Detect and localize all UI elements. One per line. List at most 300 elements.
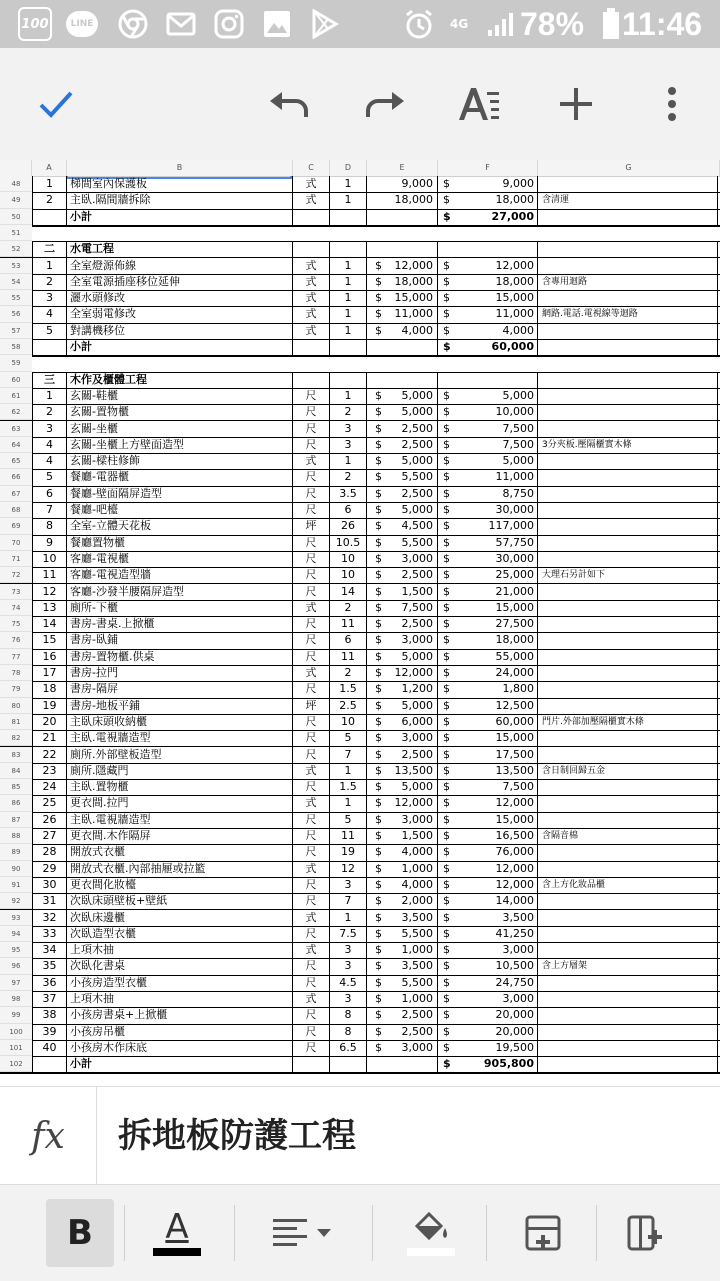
cell-note[interactable]: 含專用迴路: [538, 274, 718, 290]
cell-unit-price-currency[interactable]: $: [375, 437, 382, 451]
cell-amount-currency[interactable]: $: [443, 258, 450, 272]
cell-unit-price[interactable]: 2,500: [367, 616, 438, 632]
cell-description[interactable]: 玄關-坐櫃: [67, 421, 293, 437]
cell-unit-price[interactable]: 5,500: [367, 975, 438, 991]
row-number[interactable]: 97: [0, 975, 32, 991]
cell-amount-currency[interactable]: $: [443, 486, 450, 500]
cell-unit[interactable]: 尺: [293, 877, 330, 893]
table-row[interactable]: [0, 1024, 720, 1041]
cell-item-number[interactable]: 17: [32, 665, 67, 681]
table-row[interactable]: [0, 535, 720, 552]
cell-grid[interactable]: [0, 176, 720, 1086]
row-number[interactable]: 80: [0, 698, 32, 714]
cell-unit-price[interactable]: 2,500: [367, 567, 438, 583]
cell-item-number[interactable]: 3: [32, 421, 67, 437]
cell-note[interactable]: [538, 486, 718, 502]
cell-amount[interactable]: 76,000: [438, 844, 538, 860]
row-number[interactable]: 82: [0, 730, 32, 746]
cell-unit-price[interactable]: [367, 241, 438, 257]
cell-amount-currency[interactable]: $: [443, 568, 450, 582]
cell-note[interactable]: [538, 779, 718, 795]
cell-amount[interactable]: 30,000: [438, 502, 538, 518]
cell-item-number[interactable]: 4: [32, 453, 67, 469]
cell-unit-price-currency[interactable]: $: [375, 975, 382, 989]
cell-item-number[interactable]: 三: [32, 372, 67, 388]
table-row[interactable]: [0, 1056, 720, 1074]
cell-unit-price[interactable]: 4,000: [367, 877, 438, 893]
row-number[interactable]: 65: [0, 453, 32, 469]
cell-unit-price[interactable]: 5,500: [367, 926, 438, 942]
more-vert-icon[interactable]: [644, 76, 700, 132]
done-check-icon[interactable]: [28, 76, 84, 132]
cell-amount[interactable]: 11,000: [438, 469, 538, 485]
cell-quantity[interactable]: 7: [330, 893, 367, 909]
cell-amount[interactable]: [438, 241, 538, 257]
cell-unit-price[interactable]: 2,500: [367, 1024, 438, 1040]
cell-note[interactable]: [538, 665, 718, 681]
cell-unit-price-currency[interactable]: $: [375, 470, 382, 484]
cell-item-number[interactable]: 35: [32, 958, 67, 974]
table-row[interactable]: [0, 861, 720, 878]
cell-item-number[interactable]: 18: [32, 681, 67, 697]
cell-unit[interactable]: [293, 225, 330, 241]
cell-unit[interactable]: 式: [293, 991, 330, 1007]
cell-amount-currency[interactable]: $: [443, 698, 450, 712]
row-number[interactable]: 49: [0, 192, 32, 208]
cell-description[interactable]: 開放式衣櫃: [67, 844, 293, 860]
cell-unit-price-currency[interactable]: $: [375, 633, 382, 647]
table-row[interactable]: [0, 779, 720, 796]
cell-item-number[interactable]: 6: [32, 486, 67, 502]
cell-unit[interactable]: 尺: [293, 469, 330, 485]
cell-item-number[interactable]: 11: [32, 567, 67, 583]
table-row[interactable]: [0, 404, 720, 421]
cell-amount-currency[interactable]: $: [443, 682, 450, 696]
cell-unit[interactable]: 尺: [293, 747, 330, 763]
row-number[interactable]: 75: [0, 616, 32, 632]
cell-unit[interactable]: 坪: [293, 698, 330, 714]
cell-unit-price[interactable]: 5,000: [367, 779, 438, 795]
cell-description[interactable]: 上項木抽: [67, 991, 293, 1007]
cell-amount[interactable]: 15,000: [438, 812, 538, 828]
table-row[interactable]: [0, 192, 720, 209]
cell-note[interactable]: 含上方化妝品櫃: [538, 877, 718, 893]
cell-amount[interactable]: 24,750: [438, 975, 538, 991]
cell-amount[interactable]: 3,500: [438, 910, 538, 926]
table-row[interactable]: [0, 795, 720, 812]
cell-unit[interactable]: 尺: [293, 812, 330, 828]
cell-unit-price-currency[interactable]: $: [375, 1040, 382, 1054]
cell-unit[interactable]: 式: [293, 306, 330, 322]
cell-amount-currency[interactable]: $: [443, 291, 450, 305]
cell-unit-price[interactable]: [367, 225, 438, 241]
cell-unit[interactable]: 式: [293, 323, 330, 339]
row-number[interactable]: 83: [0, 747, 32, 763]
cell-unit-price[interactable]: [367, 209, 438, 225]
cell-unit-price[interactable]: 12,000: [367, 665, 438, 681]
row-number[interactable]: 93: [0, 910, 32, 926]
cell-description[interactable]: 客廳-電視造型牆: [67, 567, 293, 583]
table-row[interactable]: [0, 567, 720, 584]
row-number[interactable]: 84: [0, 763, 32, 779]
cell-amount[interactable]: [438, 372, 538, 388]
cell-quantity[interactable]: 2: [330, 600, 367, 616]
row-number[interactable]: 64: [0, 437, 32, 453]
column-header-b[interactable]: B: [67, 160, 293, 176]
cell-item-number[interactable]: 37: [32, 991, 67, 1007]
cell-description[interactable]: 水電工程: [67, 241, 293, 257]
corner-cell[interactable]: [0, 160, 32, 176]
table-row[interactable]: [0, 926, 720, 943]
cell-quantity[interactable]: 3.5: [330, 486, 367, 502]
cell-description[interactable]: 廁所.隱藏門: [67, 763, 293, 779]
cell-unit-price-currency[interactable]: $: [375, 519, 382, 533]
table-row[interactable]: [0, 518, 720, 535]
cell-unit-price[interactable]: 1,000: [367, 942, 438, 958]
cell-description[interactable]: 書房-地板平鋪: [67, 698, 293, 714]
table-row[interactable]: [0, 942, 720, 959]
cell-unit[interactable]: 尺: [293, 958, 330, 974]
cell-amount[interactable]: 3,000: [438, 942, 538, 958]
cell-item-number[interactable]: 1: [32, 176, 67, 192]
cell-amount[interactable]: 14,000: [438, 893, 538, 909]
cell-quantity[interactable]: [330, 1056, 367, 1072]
cell-item-number[interactable]: 8: [32, 518, 67, 534]
cell-item-number[interactable]: 12: [32, 584, 67, 600]
formula-bar[interactable]: [0, 1086, 720, 1185]
cell-unit-price-currency[interactable]: $: [375, 649, 382, 663]
table-row[interactable]: [0, 306, 720, 323]
cell-quantity[interactable]: 3: [330, 958, 367, 974]
column-header-g[interactable]: G: [538, 160, 720, 176]
cell-unit-price-currency[interactable]: $: [375, 926, 382, 940]
cell-item-number[interactable]: 10: [32, 551, 67, 567]
cell-description[interactable]: 全室弱電修改: [67, 306, 293, 322]
row-number[interactable]: 62: [0, 404, 32, 420]
cell-note[interactable]: 網路.電話.電視線等迴路: [538, 306, 718, 322]
row-number[interactable]: 71: [0, 551, 32, 567]
cell-description[interactable]: 玄關-鞋櫃: [67, 388, 293, 404]
cell-unit-price[interactable]: 4,000: [367, 323, 438, 339]
cell-amount[interactable]: 12,000: [438, 861, 538, 877]
cell-item-number[interactable]: 31: [32, 893, 67, 909]
cell-unit-price[interactable]: 1,500: [367, 828, 438, 844]
cell-amount-currency[interactable]: $: [443, 454, 450, 468]
table-row[interactable]: [0, 730, 720, 747]
cell-item-number[interactable]: 19: [32, 698, 67, 714]
cell-amount-currency[interactable]: $: [443, 503, 450, 516]
row-number[interactable]: 77: [0, 649, 32, 665]
cell-unit-price-currency[interactable]: $: [375, 405, 382, 419]
cell-unit-price[interactable]: 12,000: [367, 258, 438, 274]
cell-note[interactable]: 3分夾板.壓隔櫃實木條: [538, 437, 718, 453]
cell-amount[interactable]: 55,000: [438, 649, 538, 665]
cell-unit[interactable]: 尺: [293, 388, 330, 404]
table-row[interactable]: [0, 355, 720, 372]
cell-quantity[interactable]: 1: [330, 290, 367, 306]
cell-note[interactable]: [538, 926, 718, 942]
row-number[interactable]: 92: [0, 893, 32, 909]
cell-unit-price[interactable]: 5,000: [367, 502, 438, 518]
row-number[interactable]: 85: [0, 779, 32, 795]
cell-unit-price-currency[interactable]: $: [375, 877, 382, 891]
cell-description[interactable]: 上項木抽: [67, 942, 293, 958]
cell-unit[interactable]: 尺: [293, 975, 330, 991]
cell-amount[interactable]: 21,000: [438, 584, 538, 600]
cell-description[interactable]: 次臥造型衣櫃: [67, 926, 293, 942]
cell-unit[interactable]: 尺: [293, 567, 330, 583]
cell-quantity[interactable]: [330, 372, 367, 388]
cell-amount[interactable]: 15,000: [438, 600, 538, 616]
cell-amount-currency[interactable]: $: [443, 926, 450, 940]
cell-description[interactable]: 對講機移位: [67, 323, 293, 339]
cell-amount-currency[interactable]: $: [443, 1024, 450, 1038]
cell-unit-price[interactable]: 1,000: [367, 991, 438, 1007]
column-header-a[interactable]: A: [32, 160, 67, 176]
row-number[interactable]: 59: [0, 355, 32, 371]
cell-item-number[interactable]: [32, 1056, 67, 1072]
cell-unit[interactable]: [293, 209, 330, 225]
row-number[interactable]: 87: [0, 812, 32, 828]
cell-quantity[interactable]: 8: [330, 1007, 367, 1023]
formula-input[interactable]: 拆地板防護工程: [118, 1116, 356, 1156]
cell-quantity[interactable]: 6.5: [330, 1040, 367, 1056]
table-row[interactable]: [0, 453, 720, 470]
row-number[interactable]: 66: [0, 469, 32, 485]
cell-note[interactable]: [538, 942, 718, 958]
cell-amount[interactable]: 9,000: [438, 176, 538, 192]
cell-amount[interactable]: 5,000: [438, 388, 538, 404]
cell-unit[interactable]: 式: [293, 192, 330, 208]
cell-description[interactable]: 主臥.電視牆造型: [67, 730, 293, 746]
cell-item-number[interactable]: 1: [32, 258, 67, 274]
table-row[interactable]: [0, 421, 720, 438]
cell-item-number[interactable]: [32, 355, 67, 371]
cell-item-number[interactable]: 14: [32, 616, 67, 632]
cell-quantity[interactable]: 8: [330, 1024, 367, 1040]
cell-description[interactable]: 小孩房造型衣櫃: [67, 975, 293, 991]
cell-amount-currency[interactable]: $: [443, 1040, 450, 1054]
table-row[interactable]: [0, 844, 720, 861]
cell-amount-currency[interactable]: $: [443, 405, 450, 419]
row-number[interactable]: 95: [0, 942, 32, 958]
cell-unit[interactable]: 式: [293, 258, 330, 274]
table-row[interactable]: [0, 469, 720, 486]
cell-item-number[interactable]: 22: [32, 747, 67, 763]
cell-description[interactable]: 更衣間化妝檯: [67, 877, 293, 893]
cell-amount[interactable]: 20,000: [438, 1007, 538, 1023]
cell-amount[interactable]: 12,000: [438, 795, 538, 811]
cell-unit[interactable]: 式: [293, 942, 330, 958]
cell-note[interactable]: [538, 861, 718, 877]
cell-amount-currency[interactable]: $: [443, 747, 450, 761]
cell-unit[interactable]: 尺: [293, 502, 330, 518]
cell-quantity[interactable]: 10.5: [330, 535, 367, 551]
table-row[interactable]: [0, 290, 720, 307]
cell-unit-price[interactable]: 1,200: [367, 681, 438, 697]
cell-note[interactable]: [538, 698, 718, 714]
cell-description[interactable]: 小計: [67, 209, 293, 225]
cell-unit[interactable]: 尺: [293, 926, 330, 942]
cell-quantity[interactable]: 19: [330, 844, 367, 860]
cell-note[interactable]: [538, 600, 718, 616]
cell-note[interactable]: [538, 812, 718, 828]
cell-description[interactable]: 客廳-沙發半腰隔屏造型: [67, 584, 293, 600]
cell-unit-price-currency[interactable]: $: [375, 1024, 382, 1038]
cell-unit-price[interactable]: 2,500: [367, 421, 438, 437]
cell-amount[interactable]: 8,750: [438, 486, 538, 502]
table-row[interactable]: [0, 665, 720, 682]
cell-amount-currency[interactable]: $: [443, 421, 450, 435]
cell-note[interactable]: 含日制回歸五金: [538, 763, 718, 779]
cell-item-number[interactable]: 25: [32, 795, 67, 811]
cell-unit-price-currency[interactable]: $: [375, 894, 382, 908]
cell-unit-price-currency[interactable]: $: [375, 535, 382, 549]
cell-quantity[interactable]: 1: [330, 323, 367, 339]
cell-unit-price[interactable]: 2,500: [367, 437, 438, 453]
row-number[interactable]: 101: [0, 1040, 32, 1056]
text-color-button[interactable]: [146, 1199, 208, 1267]
cell-unit-price-currency[interactable]: $: [375, 421, 382, 435]
cell-unit-price-currency[interactable]: $: [375, 682, 382, 696]
table-row[interactable]: [0, 877, 720, 894]
cell-unit-price-currency[interactable]: $: [375, 812, 382, 826]
fx-icon[interactable]: fx: [0, 1087, 97, 1185]
cell-unit-price-currency[interactable]: $: [375, 307, 382, 321]
cell-unit-price-currency[interactable]: $: [375, 861, 382, 875]
table-row[interactable]: [0, 486, 720, 503]
cell-unit-price[interactable]: [367, 355, 438, 371]
cell-quantity[interactable]: [330, 225, 367, 241]
cell-item-number[interactable]: 二: [32, 241, 67, 257]
cell-unit[interactable]: 式: [293, 861, 330, 877]
cell-unit-price[interactable]: 18,000: [367, 274, 438, 290]
row-number[interactable]: 81: [0, 714, 32, 730]
cell-unit-price[interactable]: 5,000: [367, 453, 438, 469]
cell-amount-currency[interactable]: $: [443, 535, 450, 549]
cell-quantity[interactable]: 14: [330, 584, 367, 600]
cell-amount-currency[interactable]: $: [443, 274, 450, 288]
cell-unit-price-currency[interactable]: $: [375, 959, 382, 973]
cell-unit-price-currency[interactable]: $: [375, 600, 382, 614]
table-row[interactable]: [0, 763, 720, 780]
cell-unit-price[interactable]: 4,000: [367, 844, 438, 860]
cell-quantity[interactable]: 7.5: [330, 926, 367, 942]
cell-unit[interactable]: 尺: [293, 1040, 330, 1056]
cell-amount-currency[interactable]: $: [443, 551, 450, 565]
table-row[interactable]: [0, 681, 720, 698]
cell-quantity[interactable]: 11: [330, 649, 367, 665]
cell-note[interactable]: 大理石另計如下: [538, 567, 718, 583]
cell-item-number[interactable]: [32, 339, 67, 355]
cell-amount-currency[interactable]: $: [443, 633, 450, 647]
cell-unit[interactable]: 式: [293, 290, 330, 306]
cell-unit-price-currency[interactable]: $: [375, 551, 382, 565]
cell-quantity[interactable]: 1: [330, 176, 367, 192]
cell-amount-currency[interactable]: $: [443, 812, 450, 826]
cell-quantity[interactable]: 1: [330, 453, 367, 469]
row-number[interactable]: 78: [0, 665, 32, 681]
cell-description[interactable]: 全室電源插座移位延伸: [67, 274, 293, 290]
cell-amount[interactable]: 17,500: [438, 747, 538, 763]
cell-unit-price-currency[interactable]: $: [375, 845, 382, 859]
insert-plus-icon[interactable]: [548, 76, 604, 132]
row-number[interactable]: 89: [0, 844, 32, 860]
cell-item-number[interactable]: [32, 209, 67, 225]
cell-item-number[interactable]: 30: [32, 877, 67, 893]
row-number[interactable]: 102: [0, 1056, 32, 1072]
cell-amount[interactable]: 24,000: [438, 665, 538, 681]
spreadsheet-grid[interactable]: [0, 160, 720, 1086]
table-row[interactable]: [0, 600, 720, 617]
cell-unit[interactable]: 式: [293, 665, 330, 681]
cell-description[interactable]: 小孩房木作床底: [67, 1040, 293, 1056]
cell-note[interactable]: [538, 616, 718, 632]
cell-unit-price-currency[interactable]: $: [375, 698, 382, 712]
cell-quantity[interactable]: [330, 355, 367, 371]
cell-note[interactable]: [538, 649, 718, 665]
insert-row-button[interactable]: [512, 1199, 574, 1267]
cell-unit-price[interactable]: 3,000: [367, 1040, 438, 1056]
cell-note[interactable]: [538, 388, 718, 404]
cell-quantity[interactable]: 3: [330, 942, 367, 958]
cell-unit-price-currency[interactable]: $: [375, 503, 382, 516]
column-header-d[interactable]: D: [330, 160, 367, 176]
insert-column-button[interactable]: [614, 1199, 676, 1267]
redo-icon[interactable]: [356, 76, 412, 132]
cell-description[interactable]: 小計: [67, 339, 293, 355]
cell-unit[interactable]: 尺: [293, 730, 330, 746]
cell-unit[interactable]: 尺: [293, 1007, 330, 1023]
cell-note[interactable]: [538, 584, 718, 600]
cell-description[interactable]: 次臥床頭壁板+壁紙: [67, 893, 293, 909]
cell-item-number[interactable]: 9: [32, 535, 67, 551]
cell-unit[interactable]: 尺: [293, 404, 330, 420]
cell-unit[interactable]: 坪: [293, 518, 330, 534]
cell-description[interactable]: [67, 355, 293, 371]
cell-unit[interactable]: 尺: [293, 535, 330, 551]
row-number[interactable]: 76: [0, 632, 32, 648]
table-row[interactable]: [0, 372, 720, 389]
table-row[interactable]: [0, 437, 720, 454]
cell-amount-currency[interactable]: $: [443, 437, 450, 451]
cell-amount-currency[interactable]: $: [443, 829, 450, 842]
row-number[interactable]: 72: [0, 567, 32, 583]
cell-unit-price[interactable]: 2,000: [367, 893, 438, 909]
table-row[interactable]: [0, 551, 720, 568]
cell-unit[interactable]: [293, 339, 330, 355]
cell-unit-price[interactable]: 5,000: [367, 649, 438, 665]
cell-unit-price-currency[interactable]: $: [375, 747, 382, 761]
cell-unit-price[interactable]: 5,000: [367, 388, 438, 404]
cell-amount-currency[interactable]: $: [443, 780, 450, 794]
table-row[interactable]: [0, 323, 720, 340]
row-number[interactable]: 56: [0, 306, 32, 322]
cell-amount-currency[interactable]: $: [443, 959, 450, 973]
cell-amount-currency[interactable]: $: [443, 845, 450, 859]
cell-amount-currency[interactable]: $: [443, 796, 450, 810]
cell-unit-price[interactable]: [367, 372, 438, 388]
cell-amount-currency[interactable]: $: [443, 193, 450, 207]
cell-unit[interactable]: 式: [293, 763, 330, 779]
row-number[interactable]: 86: [0, 795, 32, 811]
column-header-f[interactable]: F: [438, 160, 538, 176]
cell-item-number[interactable]: 15: [32, 632, 67, 648]
cell-unit-price[interactable]: 3,000: [367, 812, 438, 828]
cell-description[interactable]: 書房-臥鋪: [67, 632, 293, 648]
cell-note[interactable]: 含清運: [538, 192, 718, 208]
cell-amount[interactable]: 19,500: [438, 1040, 538, 1056]
